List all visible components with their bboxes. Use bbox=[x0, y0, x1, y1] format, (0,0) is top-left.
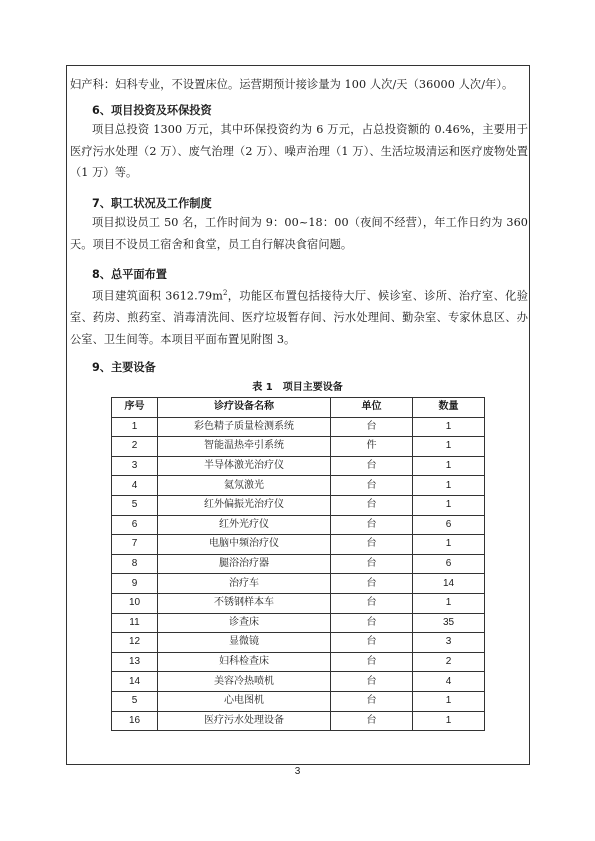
table-header-row bbox=[112, 398, 485, 418]
cell-unit: 台 bbox=[331, 417, 413, 437]
table-row bbox=[112, 515, 485, 535]
cell-equipment-name: 显微镜 bbox=[158, 633, 331, 653]
cell-unit: 台 bbox=[331, 613, 413, 633]
section-9-heading: 9、主要设备 bbox=[92, 361, 156, 374]
table-row bbox=[112, 652, 485, 672]
cell-seq: 2 bbox=[112, 437, 158, 457]
cell-seq: 6 bbox=[112, 515, 158, 535]
equipment-table bbox=[111, 397, 485, 731]
header-seq: 序号 bbox=[112, 398, 158, 418]
cell-equipment-name: 半导体激光治疗仪 bbox=[158, 456, 331, 476]
area-unit-superscript: 2 bbox=[222, 289, 228, 297]
cell-equipment-name: 电脑中频治疗仪 bbox=[158, 535, 331, 555]
cell-seq: 10 bbox=[112, 593, 158, 613]
table-row bbox=[112, 554, 485, 574]
table-row bbox=[112, 613, 485, 633]
cell-quantity: 35 bbox=[413, 613, 485, 633]
section-8-body-text-a: 项目建筑面积 3612.79m bbox=[92, 289, 223, 303]
cell-unit: 台 bbox=[331, 456, 413, 476]
section-8-body bbox=[70, 283, 528, 350]
cell-unit: 台 bbox=[331, 633, 413, 653]
cell-quantity: 1 bbox=[413, 711, 485, 731]
cell-seq: 12 bbox=[112, 633, 158, 653]
header-quantity: 数量 bbox=[413, 398, 485, 418]
cell-quantity: 6 bbox=[413, 554, 485, 574]
cell-equipment-name: 红外光疗仪 bbox=[158, 515, 331, 535]
cell-unit: 台 bbox=[331, 672, 413, 692]
table-row bbox=[112, 535, 485, 555]
cell-unit: 台 bbox=[331, 495, 413, 515]
cell-unit: 台 bbox=[331, 554, 413, 574]
cell-seq: 14 bbox=[112, 672, 158, 692]
section-6-body: 项目总投资 1300 万元，其中环保投资约为 6 万元，占总投资额的 0.46%，主要用于医疗污水处理（2 万）、废气治理（2 万）、噪声治理（1 万）、生活垃圾清运和医疗废物处置（1 万）等。 bbox=[70, 123, 528, 179]
cell-seq: 9 bbox=[112, 574, 158, 594]
cell-seq: 7 bbox=[112, 535, 158, 555]
cell-unit: 台 bbox=[331, 515, 413, 535]
cell-equipment-name: 诊查床 bbox=[158, 613, 331, 633]
cell-seq: 4 bbox=[112, 476, 158, 496]
section-7-heading: 7、职工状况及工作制度 bbox=[92, 197, 212, 210]
table-row bbox=[112, 417, 485, 437]
cell-quantity: 14 bbox=[413, 574, 485, 594]
cell-seq: 1 bbox=[112, 417, 158, 437]
cell-equipment-name: 不锈钢样本车 bbox=[158, 593, 331, 613]
intro-line: 妇产科：妇科专业，不设置床位。运营期预计接诊量为 100 人次/天（36000 人次/年）。 bbox=[70, 78, 514, 91]
cell-unit: 台 bbox=[331, 691, 413, 711]
cell-unit: 台 bbox=[331, 652, 413, 672]
section-7-body: 项目拟设员工 50 名，工作时间为 9：00~18：00（夜间不经营），年工作日约为 360 天。项目不设员工宿舍和食堂，员工自行解决食宿问题。 bbox=[70, 216, 528, 251]
table-row bbox=[112, 456, 485, 476]
cell-quantity: 1 bbox=[413, 535, 485, 555]
header-unit: 单位 bbox=[331, 398, 413, 418]
cell-equipment-name: 彩色精子质量检测系统 bbox=[158, 417, 331, 437]
table-caption: 表 1 项目主要设备 bbox=[252, 382, 343, 393]
cell-equipment-name: 氦氖激光 bbox=[158, 476, 331, 496]
cell-quantity: 1 bbox=[413, 691, 485, 711]
cell-quantity: 1 bbox=[413, 417, 485, 437]
cell-quantity: 3 bbox=[413, 633, 485, 653]
table-row bbox=[112, 691, 485, 711]
section-6-heading: 6、项目投资及环保投资 bbox=[92, 104, 212, 117]
cell-unit: 台 bbox=[331, 574, 413, 594]
cell-equipment-name: 美容冷热喷机 bbox=[158, 672, 331, 692]
table-row bbox=[112, 495, 485, 515]
section-8-heading: 8、总平面布置 bbox=[92, 268, 167, 281]
cell-quantity: 2 bbox=[413, 652, 485, 672]
cell-equipment-name: 腿浴治疗器 bbox=[158, 554, 331, 574]
cell-quantity: 1 bbox=[413, 456, 485, 476]
cell-seq: 8 bbox=[112, 554, 158, 574]
cell-unit: 台 bbox=[331, 535, 413, 555]
cell-seq: 16 bbox=[112, 711, 158, 731]
table-row bbox=[112, 593, 485, 613]
table-row bbox=[112, 437, 485, 457]
cell-equipment-name: 心电图机 bbox=[158, 691, 331, 711]
cell-seq: 3 bbox=[112, 456, 158, 476]
cell-quantity: 4 bbox=[413, 672, 485, 692]
table-row bbox=[112, 574, 485, 594]
cell-quantity: 1 bbox=[413, 476, 485, 496]
page-number: 3 bbox=[294, 766, 301, 777]
cell-seq: 5 bbox=[112, 495, 158, 515]
cell-equipment-name: 智能温热牵引系统 bbox=[158, 437, 331, 457]
cell-quantity: 1 bbox=[413, 437, 485, 457]
cell-unit: 件 bbox=[331, 437, 413, 457]
table-row bbox=[112, 633, 485, 653]
cell-unit: 台 bbox=[331, 711, 413, 731]
cell-quantity: 6 bbox=[413, 515, 485, 535]
cell-equipment-name: 治疗车 bbox=[158, 574, 331, 594]
cell-equipment-name: 妇科检查床 bbox=[158, 652, 331, 672]
cell-quantity: 1 bbox=[413, 495, 485, 515]
table-row bbox=[112, 711, 485, 731]
cell-quantity: 1 bbox=[413, 593, 485, 613]
section-8-body-text-b: ，功能区布置包括接待大厅、候诊室、诊所、治疗室、化验室、药房、煎药室、消毒清洗间、医疗垃圾暂存间、污水处理间、勤杂室、专家休息区、办公室、卫生间等。本项目平面布置见附图 3。 bbox=[70, 289, 528, 346]
cell-unit: 台 bbox=[331, 476, 413, 496]
cell-equipment-name: 红外偏振光治疗仪 bbox=[158, 495, 331, 515]
cell-equipment-name: 医疗污水处理设备 bbox=[158, 711, 331, 731]
cell-seq: 13 bbox=[112, 652, 158, 672]
cell-unit: 台 bbox=[331, 593, 413, 613]
table-row bbox=[112, 672, 485, 692]
header-equipment-name: 诊疗设备名称 bbox=[158, 398, 331, 418]
table-row bbox=[112, 476, 485, 496]
cell-seq: 5 bbox=[112, 691, 158, 711]
cell-seq: 11 bbox=[112, 613, 158, 633]
